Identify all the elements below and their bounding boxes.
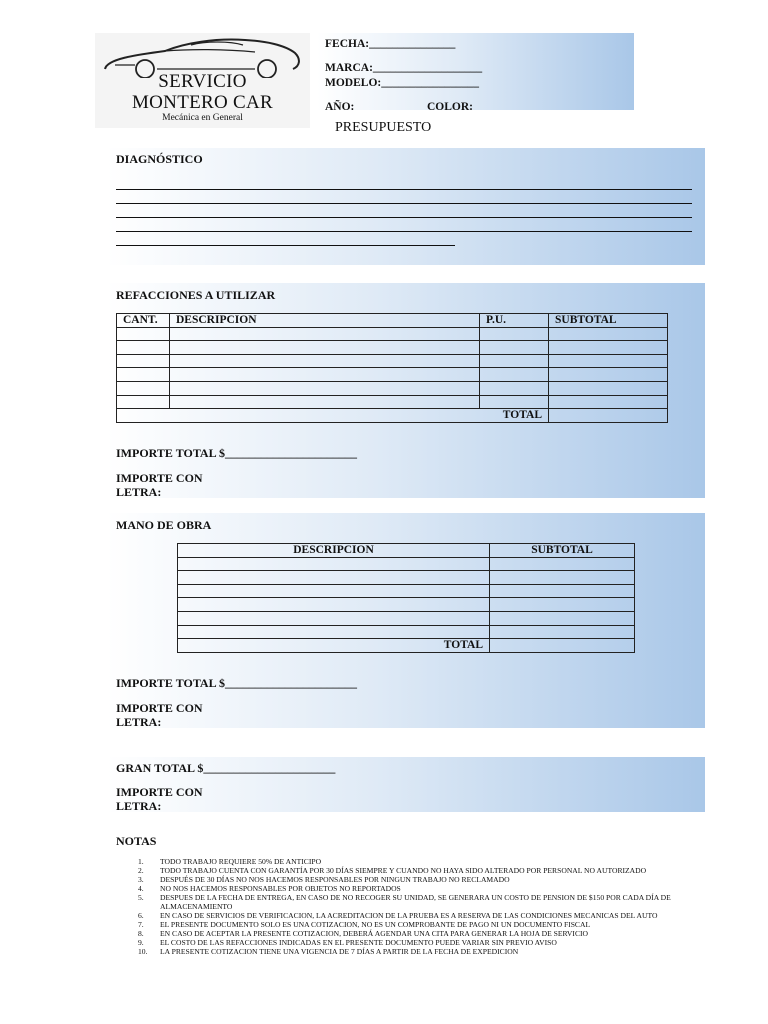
notas-title: NOTAS (116, 834, 157, 848)
col-subtotal: SUBTOTAL (549, 314, 668, 328)
note-number: 5. (138, 893, 144, 902)
table-row (117, 354, 668, 368)
table-row (178, 598, 635, 612)
note-text: EN CASO DE ACEPTAR LA PRESENTE COTIZACION, DEBERÁ AGENDAR UNA CITA PARA GENERAR LA HOJA DE SERVICIO (160, 929, 589, 938)
refacciones-label: REFACCIONES A UTILIZAR (116, 288, 276, 302)
table-row (117, 327, 668, 341)
table-row (117, 395, 668, 409)
importe-total-field[interactable]: IMPORTE TOTAL $______________________ (116, 676, 357, 690)
refacciones-section (107, 283, 705, 498)
importe-letra-field[interactable]: IMPORTE CON LETRA: (116, 785, 203, 812)
list-item (138, 920, 698, 929)
note-number: 3. (138, 875, 144, 884)
col-subtotal: SUBTOTAL (490, 544, 635, 558)
note-number: 7. (138, 920, 144, 929)
note-text: EN CASO DE SERVICIOS DE VERIFICACION, LA ACREDITACION DE LA PRUEBA ES A RESERVA DE LAS CONDICIONES MECANICAS DEL AUTO (160, 911, 658, 920)
gran-total-field[interactable]: GRAN TOTAL $______________________ (116, 761, 336, 775)
table-row (178, 625, 635, 639)
total-row (178, 639, 635, 653)
list-item (138, 866, 698, 875)
gran-total-section (107, 757, 705, 812)
ano-field[interactable]: AÑO: (325, 101, 355, 110)
vehicle-info-box (317, 33, 634, 110)
diagnostico-line[interactable] (116, 231, 692, 232)
diagnostico-line[interactable] (116, 189, 692, 190)
note-number: 10. (138, 947, 148, 956)
diagnostico-line[interactable] (116, 203, 692, 204)
note-text: TODO TRABAJO CUENTA CON GARANTÍA POR 30 DÍAS SIEMPRE Y CUANDO NO HAYA SIDO ALTERADO POR PERSONAL NO AUTORIZADO (160, 866, 647, 875)
marca-field[interactable]: MARCA:___________________ (325, 62, 483, 74)
notas-list (138, 857, 698, 956)
list-item (138, 884, 698, 893)
note-number: 1. (138, 857, 144, 866)
importe-letra-field[interactable]: IMPORTE CON LETRA: (116, 701, 203, 728)
logo-line-1: SERVICIO (158, 71, 247, 92)
note-number: 6. (138, 911, 144, 920)
total-label: TOTAL (178, 639, 490, 653)
list-item (138, 857, 698, 866)
logo-line-2: MONTERO CAR (131, 92, 274, 113)
total-row (117, 409, 668, 423)
table-row (178, 571, 635, 585)
note-text: TODO TRABAJO REQUIERE 50% DE ANTICIPO (160, 857, 322, 866)
document-title: PRESUPUESTO (335, 120, 432, 135)
modelo-field[interactable]: MODELO:_________________ (325, 77, 479, 89)
note-text: EL PRESENTE DOCUMENTO SOLO ES UNA COTIZACION, NO ES UN COMPROBANTE DE PAGO NI UN DOCUMENTO FISCAL (160, 920, 591, 929)
col-descripcion: DESCRIPCION (170, 314, 480, 328)
color-field[interactable]: COLOR: (427, 101, 473, 110)
note-number: 8. (138, 929, 144, 938)
note-text: EL COSTO DE LAS REFACCIONES INDICADAS EN EL PRESENTE DOCUMENTO PUEDE VARIAR SIN PREVIO AVISO (160, 938, 557, 947)
mano-obra-table (177, 543, 635, 653)
diagnostico-label: DIAGNÓSTICO (116, 152, 203, 166)
diagnostico-section (107, 148, 705, 265)
list-item (138, 911, 698, 920)
total-label: TOTAL (117, 409, 549, 423)
company-logo (95, 33, 310, 128)
fecha-field[interactable]: FECHA:_______________ (325, 38, 456, 50)
total-value-cell[interactable] (490, 639, 635, 653)
total-value-cell[interactable] (549, 409, 668, 423)
table-row (178, 584, 635, 598)
table-row (117, 381, 668, 395)
col-descripcion: DESCRIPCION (178, 544, 490, 558)
mano-obra-label: MANO DE OBRA (116, 518, 212, 532)
note-number: 4. (138, 884, 144, 893)
list-item (138, 947, 698, 956)
col-pu: P.U. (480, 314, 549, 328)
diagnostico-line[interactable] (116, 217, 692, 218)
note-text: DESPUES DE LA FECHA DE ENTREGA, EN CASO DE NO RECOGER SU UNIDAD, SE GENERARA UN COSTO DE PENSION DE $150 POR CADA DÍA DE ALMACENAMIENTO (160, 893, 671, 911)
importe-total-field[interactable]: IMPORTE TOTAL $______________________ (116, 446, 357, 460)
logo-tagline: Mecánica en General (162, 113, 243, 123)
col-cant: CANT. (117, 314, 170, 328)
diagnostico-line[interactable] (116, 245, 455, 246)
note-text: DESPUÉS DE 30 DÍAS NO NOS HACEMOS RESPONSABLES POR NINGUN TRABAJO NO RECLAMADO (160, 875, 510, 884)
refacciones-table (116, 313, 668, 423)
table-row (117, 368, 668, 382)
table-row (178, 611, 635, 625)
table-row (178, 557, 635, 571)
mano-obra-section (107, 513, 705, 728)
note-number: 9. (138, 938, 144, 947)
list-item (138, 929, 698, 938)
list-item (138, 893, 698, 911)
table-row (117, 341, 668, 355)
note-text: LA PRESENTE COTIZACION TIENE UNA VIGENCIA DE 7 DÍAS A PARTIR DE LA FECHA DE EXPEDICION (160, 947, 519, 956)
importe-letra-field[interactable]: IMPORTE CON LETRA: (116, 471, 203, 498)
list-item (138, 938, 698, 947)
list-item (138, 875, 698, 884)
note-number: 2. (138, 866, 144, 875)
note-text: NO NOS HACEMOS RESPONSABLES POR OBJETOS NO REPORTADOS (160, 884, 401, 893)
